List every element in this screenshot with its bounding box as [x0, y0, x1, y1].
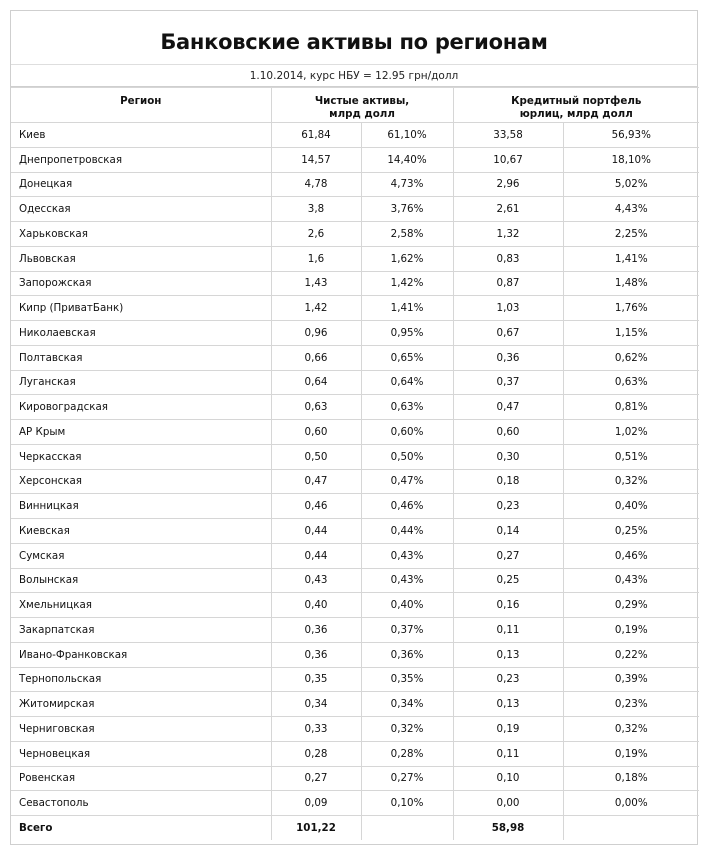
- cell-net-assets-pct: 1,62%: [361, 246, 453, 271]
- cell-credit: 0,13: [453, 642, 563, 667]
- table-row: [11, 494, 699, 519]
- table-row: [11, 444, 699, 469]
- assets-table: [11, 87, 699, 840]
- cell-credit-pct: 0,40%: [563, 494, 699, 519]
- cell-net-assets-pct: 0,34%: [361, 692, 453, 717]
- cell-net-assets: 4,78: [271, 172, 361, 197]
- cell-credit: 10,67: [453, 147, 563, 172]
- header-credit-portfolio: [453, 88, 699, 123]
- table-row: [11, 172, 699, 197]
- table-row: [11, 123, 699, 148]
- cell-net-assets-pct: 1,42%: [361, 271, 453, 296]
- cell-credit: 0,67: [453, 321, 563, 346]
- cell-net-assets: 0,46: [271, 494, 361, 519]
- cell-region: Черниговская: [11, 717, 271, 742]
- cell-credit-pct: 0,00%: [563, 791, 699, 816]
- cell-region: Кировоградская: [11, 395, 271, 420]
- cell-net-assets: 0,64: [271, 370, 361, 395]
- cell-credit: 0,37: [453, 370, 563, 395]
- table-row: [11, 717, 699, 742]
- cell-net-assets: 0,60: [271, 420, 361, 445]
- cell-credit: 1,03: [453, 296, 563, 321]
- table-row: [11, 222, 699, 247]
- table-row: [11, 345, 699, 370]
- header-net-assets: [271, 88, 453, 123]
- cell-net-assets: 3,8: [271, 197, 361, 222]
- cell-credit: 0,11: [453, 741, 563, 766]
- cell-credit: 0,60: [453, 420, 563, 445]
- table-row: [11, 246, 699, 271]
- cell-region: Кипр (ПриватБанк): [11, 296, 271, 321]
- cell-credit: 0,47: [453, 395, 563, 420]
- cell-credit: 0,30: [453, 444, 563, 469]
- cell-region: Тернопольская: [11, 667, 271, 692]
- cell-credit-pct: 4,43%: [563, 197, 699, 222]
- cell-credit-pct: 0,63%: [563, 370, 699, 395]
- cell-region: Николаевская: [11, 321, 271, 346]
- cell-net-assets-pct: 61,10%: [361, 123, 453, 148]
- cell-credit-pct: 1,15%: [563, 321, 699, 346]
- cell-net-assets: 0,09: [271, 791, 361, 816]
- header-credit-line2: юрлиц, млрд долл: [519, 108, 633, 120]
- cell-credit: 0,23: [453, 667, 563, 692]
- cell-net-assets-pct: 2,58%: [361, 222, 453, 247]
- cell-net-assets-pct: 0,43%: [361, 543, 453, 568]
- cell-credit: 0,23: [453, 494, 563, 519]
- cell-net-assets: 101,22: [271, 816, 361, 841]
- cell-region: Всего: [11, 816, 271, 841]
- table-row: [11, 766, 699, 791]
- table-row: [11, 296, 699, 321]
- cell-region: Винницкая: [11, 494, 271, 519]
- cell-net-assets-pct: 3,76%: [361, 197, 453, 222]
- cell-credit: 0,27: [453, 543, 563, 568]
- cell-net-assets: 0,36: [271, 642, 361, 667]
- cell-net-assets: 1,6: [271, 246, 361, 271]
- cell-credit-pct: 5,02%: [563, 172, 699, 197]
- cell-region: АР Крым: [11, 420, 271, 445]
- cell-net-assets-pct: 0,35%: [361, 667, 453, 692]
- table-body: [11, 123, 699, 841]
- cell-net-assets: 0,36: [271, 618, 361, 643]
- cell-net-assets: 0,66: [271, 345, 361, 370]
- table-row: [11, 469, 699, 494]
- cell-region: Черновецкая: [11, 741, 271, 766]
- cell-region: Луганская: [11, 370, 271, 395]
- cell-region: Сумская: [11, 543, 271, 568]
- cell-net-assets-pct: 0,10%: [361, 791, 453, 816]
- cell-net-assets-pct: 0,50%: [361, 444, 453, 469]
- cell-net-assets: 0,44: [271, 543, 361, 568]
- table-header-row: [11, 88, 699, 123]
- cell-credit-pct: 0,22%: [563, 642, 699, 667]
- cell-region: Севастополь: [11, 791, 271, 816]
- cell-credit-pct: 0,25%: [563, 519, 699, 544]
- cell-net-assets-pct: 4,73%: [361, 172, 453, 197]
- table-row: [11, 593, 699, 618]
- cell-credit-pct: 0,39%: [563, 667, 699, 692]
- cell-net-assets: 0,63: [271, 395, 361, 420]
- table-row: [11, 618, 699, 643]
- cell-credit: 0,87: [453, 271, 563, 296]
- cell-credit-pct: 1,48%: [563, 271, 699, 296]
- cell-net-assets: 1,43: [271, 271, 361, 296]
- cell-credit-pct: 0,29%: [563, 593, 699, 618]
- cell-credit-pct: 0,46%: [563, 543, 699, 568]
- cell-credit: 33,58: [453, 123, 563, 148]
- cell-credit-pct: 56,93%: [563, 123, 699, 148]
- header-net-assets-line1: Чистые активы,: [314, 95, 410, 107]
- table-row: [11, 370, 699, 395]
- cell-credit-pct: 1,41%: [563, 246, 699, 271]
- cell-credit: 0,19: [453, 717, 563, 742]
- cell-net-assets: 0,43: [271, 568, 361, 593]
- cell-credit-pct: 0,23%: [563, 692, 699, 717]
- cell-region: Львовская: [11, 246, 271, 271]
- table-row: [11, 543, 699, 568]
- table-row: [11, 642, 699, 667]
- cell-net-assets: 0,40: [271, 593, 361, 618]
- cell-credit-pct: [563, 816, 699, 841]
- cell-credit-pct: 1,02%: [563, 420, 699, 445]
- header-credit-line1: Кредитный портфель: [511, 95, 642, 107]
- table-row: [11, 692, 699, 717]
- cell-net-assets: 0,47: [271, 469, 361, 494]
- cell-net-assets-pct: 0,65%: [361, 345, 453, 370]
- cell-net-assets: 0,33: [271, 717, 361, 742]
- cell-credit: 0,10: [453, 766, 563, 791]
- header-region: Регион: [11, 88, 271, 123]
- cell-net-assets-pct: 0,43%: [361, 568, 453, 593]
- cell-credit-pct: 0,81%: [563, 395, 699, 420]
- cell-net-assets: 0,50: [271, 444, 361, 469]
- table-row: [11, 395, 699, 420]
- cell-credit-pct: 0,32%: [563, 469, 699, 494]
- cell-region: Хмельницкая: [11, 593, 271, 618]
- cell-net-assets: 0,34: [271, 692, 361, 717]
- cell-region: Киевская: [11, 519, 271, 544]
- cell-region: Запорожская: [11, 271, 271, 296]
- cell-net-assets: 0,27: [271, 766, 361, 791]
- cell-region: Закарпатская: [11, 618, 271, 643]
- cell-net-assets: 0,28: [271, 741, 361, 766]
- table-row: [11, 420, 699, 445]
- cell-net-assets: 0,44: [271, 519, 361, 544]
- cell-region: Черкасская: [11, 444, 271, 469]
- cell-credit: 0,18: [453, 469, 563, 494]
- page-title: Банковские активы по регионам: [11, 11, 697, 65]
- table-row: [11, 568, 699, 593]
- cell-region: Днепропетровская: [11, 147, 271, 172]
- cell-region: Киев: [11, 123, 271, 148]
- cell-net-assets: 61,84: [271, 123, 361, 148]
- cell-net-assets-pct: 1,41%: [361, 296, 453, 321]
- cell-credit: 0,36: [453, 345, 563, 370]
- cell-net-assets-pct: 0,46%: [361, 494, 453, 519]
- cell-credit-pct: 1,76%: [563, 296, 699, 321]
- cell-credit: 0,83: [453, 246, 563, 271]
- cell-credit: 2,61: [453, 197, 563, 222]
- cell-net-assets-pct: 0,36%: [361, 642, 453, 667]
- cell-net-assets: 0,96: [271, 321, 361, 346]
- cell-credit-pct: 0,32%: [563, 717, 699, 742]
- cell-net-assets: 2,6: [271, 222, 361, 247]
- table-row: [11, 519, 699, 544]
- cell-credit: 0,14: [453, 519, 563, 544]
- table-row: [11, 791, 699, 816]
- table-row: [11, 271, 699, 296]
- cell-net-assets-pct: 0,44%: [361, 519, 453, 544]
- table-total-row: [11, 816, 699, 841]
- cell-credit: 2,96: [453, 172, 563, 197]
- cell-net-assets-pct: 0,64%: [361, 370, 453, 395]
- cell-credit-pct: 18,10%: [563, 147, 699, 172]
- cell-credit: 0,16: [453, 593, 563, 618]
- cell-net-assets: 14,57: [271, 147, 361, 172]
- cell-credit-pct: 0,19%: [563, 618, 699, 643]
- cell-net-assets: 0,35: [271, 667, 361, 692]
- table-row: [11, 667, 699, 692]
- cell-credit-pct: 0,19%: [563, 741, 699, 766]
- cell-credit: 0,11: [453, 618, 563, 643]
- cell-credit: 58,98: [453, 816, 563, 841]
- cell-net-assets-pct: 0,27%: [361, 766, 453, 791]
- cell-credit-pct: 0,51%: [563, 444, 699, 469]
- cell-region: Ивано-Франковская: [11, 642, 271, 667]
- cell-net-assets-pct: 0,95%: [361, 321, 453, 346]
- table-row: [11, 321, 699, 346]
- cell-region: Одесская: [11, 197, 271, 222]
- cell-credit: 0,13: [453, 692, 563, 717]
- cell-net-assets-pct: 0,37%: [361, 618, 453, 643]
- cell-credit-pct: 2,25%: [563, 222, 699, 247]
- header-net-assets-line2: млрд долл: [329, 108, 395, 120]
- cell-credit-pct: 0,43%: [563, 568, 699, 593]
- cell-region: Херсонская: [11, 469, 271, 494]
- cell-region: Ровенская: [11, 766, 271, 791]
- table-row: [11, 147, 699, 172]
- table-row: [11, 741, 699, 766]
- table-container: [10, 10, 698, 845]
- cell-net-assets-pct: 0,28%: [361, 741, 453, 766]
- cell-net-assets: 1,42: [271, 296, 361, 321]
- cell-credit-pct: 0,62%: [563, 345, 699, 370]
- cell-net-assets-pct: [361, 816, 453, 841]
- cell-credit-pct: 0,18%: [563, 766, 699, 791]
- cell-region: Волынская: [11, 568, 271, 593]
- cell-net-assets-pct: 0,40%: [361, 593, 453, 618]
- cell-region: Харьковская: [11, 222, 271, 247]
- cell-net-assets-pct: 0,47%: [361, 469, 453, 494]
- cell-net-assets-pct: 0,63%: [361, 395, 453, 420]
- cell-net-assets-pct: 14,40%: [361, 147, 453, 172]
- cell-credit: 0,25: [453, 568, 563, 593]
- cell-net-assets-pct: 0,32%: [361, 717, 453, 742]
- cell-credit: 1,32: [453, 222, 563, 247]
- cell-net-assets-pct: 0,60%: [361, 420, 453, 445]
- cell-region: Донецкая: [11, 172, 271, 197]
- page-subtitle: 1.10.2014, курс НБУ = 12.95 грн/долл: [11, 65, 697, 87]
- cell-region: Полтавская: [11, 345, 271, 370]
- cell-region: Житомирская: [11, 692, 271, 717]
- cell-credit: 0,00: [453, 791, 563, 816]
- table-row: [11, 197, 699, 222]
